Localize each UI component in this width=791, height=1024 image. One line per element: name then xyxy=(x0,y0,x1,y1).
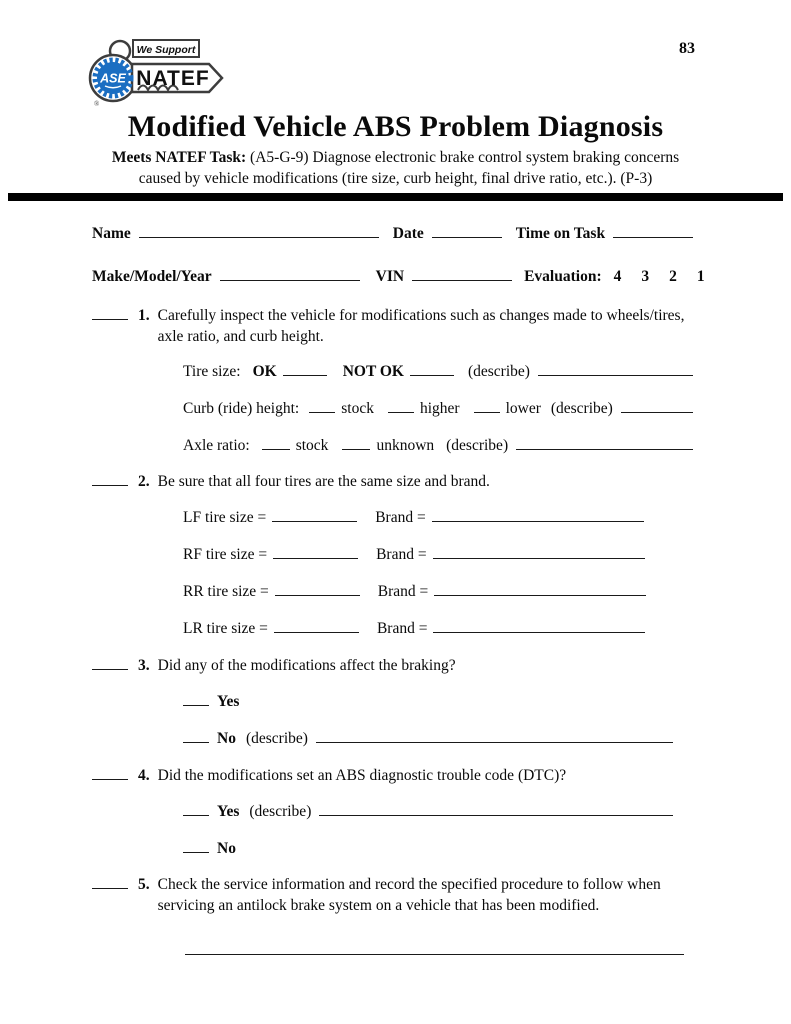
task-2-text: Be sure that all four tires are the same size and brand. xyxy=(157,473,490,490)
date-label: Date xyxy=(392,225,424,242)
task-2-grade-blank[interactable] xyxy=(92,470,128,486)
header-divider-bar xyxy=(8,193,783,201)
vin-blank[interactable] xyxy=(412,265,512,281)
task-4-no-blank[interactable] xyxy=(183,837,209,853)
curb-describe-label: (describe) xyxy=(550,400,613,417)
lf-brand-label: Brand = xyxy=(375,509,426,526)
curb-higher-blank[interactable] xyxy=(388,397,414,413)
task-3-describe-label: (describe) xyxy=(245,730,308,747)
task-3-describe-blank[interactable] xyxy=(316,727,673,743)
task-3-yes-blank[interactable] xyxy=(183,690,209,706)
rr-tire-row xyxy=(183,580,693,603)
task-4-describe-label: (describe) xyxy=(249,803,312,820)
rf-tire-row xyxy=(183,543,693,566)
vin-label: VIN xyxy=(375,268,405,285)
name-label: Name xyxy=(92,225,131,242)
form-body xyxy=(92,214,705,955)
rr-brand-blank[interactable] xyxy=(434,580,646,596)
evaluation-option-1[interactable]: 1 xyxy=(696,268,705,285)
task-4-describe-blank[interactable] xyxy=(319,800,673,816)
task-3-no-blank[interactable] xyxy=(183,727,209,743)
task-label: Meets NATEF Task: xyxy=(111,149,247,166)
task-2 xyxy=(92,470,693,492)
axle-stock-label: stock xyxy=(295,437,329,454)
rr-brand-label: Brand = xyxy=(377,583,429,600)
lf-tire-row xyxy=(183,506,693,529)
task-4-yes-line xyxy=(183,800,693,823)
curb-stock-blank[interactable] xyxy=(309,397,335,413)
tire-describe-blank[interactable] xyxy=(538,360,693,376)
task-4-text: Did the modifications set an ABS diagnostic trouble code (DTC)? xyxy=(157,767,567,784)
page-title: Modified Vehicle ABS Problem Diagnosis xyxy=(127,110,664,143)
lr-brand-label: Brand = xyxy=(376,620,428,637)
lr-tire-size-blank[interactable] xyxy=(274,617,359,633)
task-3-text: Did any of the modifications affect the braking? xyxy=(157,657,456,674)
task-1-text-line1: Carefully inspect the vehicle for modifications such as changes made to wheels/tires, xyxy=(157,307,685,324)
tire-size-line xyxy=(183,360,693,383)
task-5 xyxy=(92,873,693,916)
task-5-text-line2: servicing an antilock brake system on a vehicle that has been modified. xyxy=(157,897,600,914)
task-5-number: 5. xyxy=(138,876,150,893)
curb-higher-label: higher xyxy=(419,400,460,417)
task-1-number: 1. xyxy=(138,307,150,324)
evaluation-option-3[interactable]: 3 xyxy=(641,268,650,285)
task-3-number: 3. xyxy=(138,657,150,674)
vehicle-info-row xyxy=(92,265,705,286)
task-5-grade-blank[interactable] xyxy=(92,873,128,889)
curb-lower-label: lower xyxy=(505,400,541,417)
task-4-no-line xyxy=(183,837,693,860)
ase-badge-text: ASE xyxy=(100,71,126,86)
task-4-grade-blank[interactable] xyxy=(92,764,128,780)
task-3-no-line xyxy=(183,727,693,750)
rr-tire-label: RR tire size = xyxy=(183,583,269,600)
task-3-yes-label: Yes xyxy=(217,693,240,710)
evaluation-option-2[interactable]: 2 xyxy=(669,268,677,285)
axle-unknown-label: unknown xyxy=(376,437,435,454)
lf-tire-label: LF tire size = xyxy=(183,509,267,526)
time-on-task-label: Time on Task xyxy=(515,225,606,242)
axle-unknown-blank[interactable] xyxy=(342,434,370,450)
task-5-text-line1: Check the service information and record the specified procedure to follow when xyxy=(157,876,661,893)
task-statement xyxy=(0,147,791,189)
tire-describe-label: (describe) xyxy=(467,363,530,380)
registered-mark: ® xyxy=(94,100,100,108)
page-number: 83 xyxy=(679,40,695,57)
task-text-line2: caused by vehicle modifications (tire size, curb height, final drive ratio, etc.). (P-3) xyxy=(138,170,653,187)
natef-ase-logo xyxy=(86,36,228,109)
logo-natef-text: NATEF xyxy=(136,67,210,90)
student-info-row xyxy=(92,222,693,243)
rf-brand-blank[interactable] xyxy=(433,543,645,559)
rf-tire-size-blank[interactable] xyxy=(273,543,358,559)
rr-tire-size-blank[interactable] xyxy=(275,580,360,596)
evaluation-label: Evaluation: xyxy=(524,268,602,285)
task-1-text-line2: axle ratio, and curb height. xyxy=(157,328,324,345)
rf-brand-label: Brand = xyxy=(376,546,427,563)
task-1-text xyxy=(158,305,693,347)
date-blank[interactable] xyxy=(432,222,502,238)
task-4-yes-label: Yes xyxy=(217,803,240,820)
task-2-number: 2. xyxy=(138,473,150,490)
ok-label: OK xyxy=(252,363,277,380)
logo-support-text: We Support xyxy=(136,44,196,56)
rf-tire-label: RF tire size = xyxy=(183,546,268,563)
lf-brand-blank[interactable] xyxy=(432,506,644,522)
axle-describe-label: (describe) xyxy=(446,437,509,454)
curb-stock-label: stock xyxy=(341,400,374,417)
task-3 xyxy=(92,654,693,676)
tire-ok-blank[interactable] xyxy=(283,360,327,376)
lr-brand-blank[interactable] xyxy=(433,617,645,633)
axle-ratio-line xyxy=(183,434,693,457)
axle-ratio-label: Axle ratio: xyxy=(183,437,250,454)
curb-lower-blank[interactable] xyxy=(474,397,500,413)
axle-stock-blank[interactable] xyxy=(262,434,290,450)
not-ok-label: NOT OK xyxy=(342,363,404,380)
task-text-line1: (A5-G-9) Diagnose electronic brake control system braking concerns xyxy=(250,149,680,166)
lr-tire-row xyxy=(183,617,693,640)
make-model-year-label: Make/Model/Year xyxy=(92,268,212,285)
task-5-answer-blank[interactable] xyxy=(185,939,684,955)
task-3-grade-blank[interactable] xyxy=(92,654,128,670)
curb-height-label: Curb (ride) height: xyxy=(183,400,300,417)
curb-height-line xyxy=(183,397,693,420)
axle-describe-blank[interactable] xyxy=(516,434,693,450)
make-model-year-blank[interactable] xyxy=(220,265,360,281)
task-5-text xyxy=(158,874,693,916)
tire-size-label: Tire size: xyxy=(183,363,241,380)
task-3-no-label: No xyxy=(217,730,236,747)
task-4-no-label: No xyxy=(217,840,236,857)
tire-not-ok-blank[interactable] xyxy=(410,360,454,376)
task-1 xyxy=(92,304,693,347)
task-4-yes-blank[interactable] xyxy=(183,800,209,816)
task-3-yes-line xyxy=(183,690,693,713)
time-on-task-blank[interactable] xyxy=(613,222,693,238)
lr-tire-label: LR tire size = xyxy=(183,620,268,637)
task-4-number: 4. xyxy=(138,767,150,784)
curb-describe-blank[interactable] xyxy=(621,397,693,413)
name-blank[interactable] xyxy=(139,222,379,238)
task-statement-line1 xyxy=(0,147,791,168)
task-1-grade-blank[interactable] xyxy=(92,304,128,320)
task-4 xyxy=(92,764,693,786)
evaluation-option-4[interactable]: 4 xyxy=(613,268,622,285)
lf-tire-size-blank[interactable] xyxy=(272,506,357,522)
